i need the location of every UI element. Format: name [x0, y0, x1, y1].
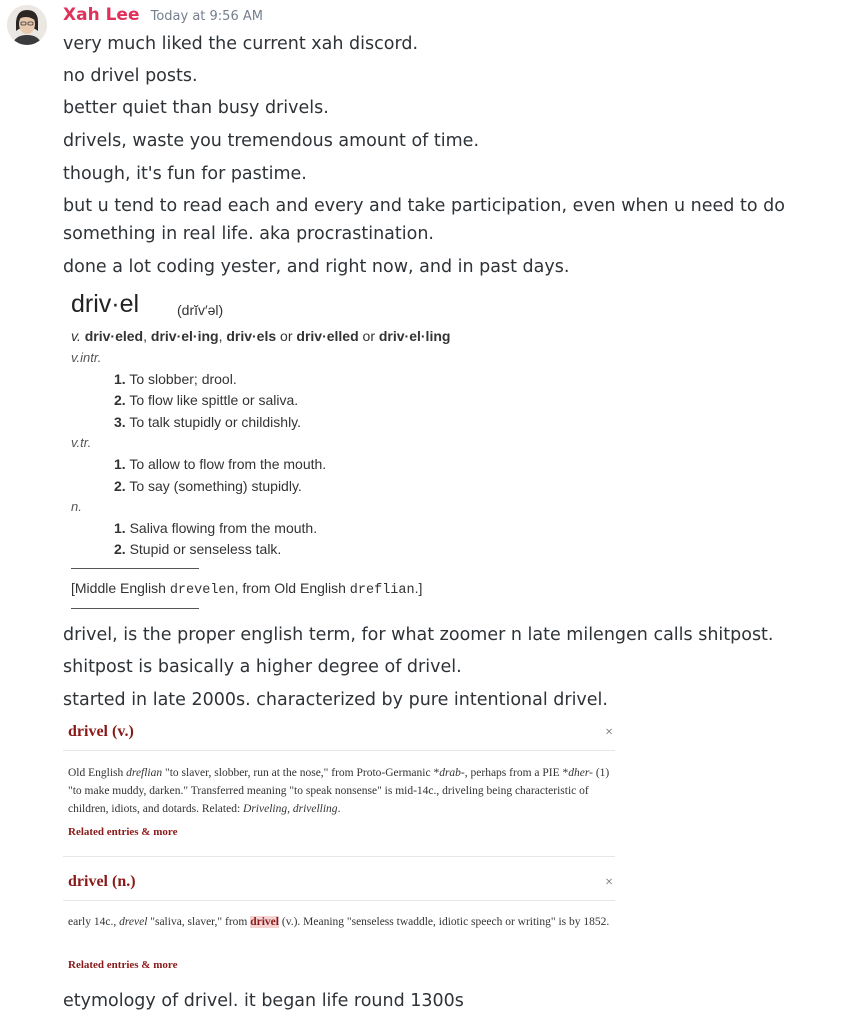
italic-term: drevel: [119, 916, 148, 928]
body-text: "saliva, slaver," from: [147, 916, 251, 928]
sense-item: [114, 414, 301, 430]
body-text: ,: [287, 803, 293, 815]
entry-heading[interactable]: drivel (v.): [68, 723, 134, 740]
sense-number: 1.: [114, 456, 126, 472]
sense-item: [114, 371, 237, 387]
sense-item: [114, 392, 298, 408]
sense-item: [114, 478, 302, 494]
entry-body: [68, 913, 613, 931]
sense-text: Stupid or senseless talk.: [129, 541, 282, 557]
pos-label: v.tr.: [71, 435, 92, 450]
ety-word: drevelen: [169, 583, 235, 598]
sense-item: [114, 456, 326, 472]
entry-body: [68, 764, 613, 818]
italic-term: Driveling: [243, 803, 288, 815]
entry-heading[interactable]: drivel (n.): [68, 873, 136, 890]
message-line: very much liked the current xah discord.: [63, 34, 419, 54]
body-text: (v.). Meaning "senseless twaddle, idiotic speech or writing" is by 1852.: [278, 916, 610, 928]
message-line: drivels, waste you tremendous amount of time.: [63, 131, 480, 151]
inflected-form: driv·eled: [84, 328, 144, 344]
body-text: .: [337, 803, 341, 815]
divider: [63, 856, 615, 857]
avatar-portrait-icon: [7, 5, 47, 45]
message-line: etymology of drivel. it began life round 1300s: [63, 991, 464, 1011]
inflected-form: driv·el·ling: [378, 328, 451, 344]
message-timestamp[interactable]: Today at 9:56 AM: [150, 9, 263, 24]
ety-mid: , from Old English: [234, 580, 350, 596]
dictionary-image[interactable]: [63, 290, 523, 616]
sense-text: To flow like spittle or saliva.: [129, 392, 299, 408]
close-icon[interactable]: ×: [605, 725, 613, 740]
ety-prefix: [Middle English: [71, 580, 170, 596]
body-text: Old English: [68, 767, 127, 779]
sense-number: 1.: [114, 371, 126, 387]
etymology-image[interactable]: [63, 716, 615, 981]
related-entries-link[interactable]: Related entries & more: [68, 826, 178, 838]
sense-text: To talk stupidly or childishly.: [129, 414, 302, 430]
message-line: drivel, is the proper english term, for what zoomer n late milengen calls shitpost.: [63, 625, 774, 645]
dictionary-pronunciation: (drĭv′əl): [177, 302, 224, 318]
ety-word: dreflian: [349, 583, 415, 598]
sense-number: 2.: [114, 392, 126, 408]
forms-pos: v.: [71, 328, 81, 344]
message-line: started in late 2000s. characterized by pure intentional drivel.: [63, 690, 608, 710]
message-line: better quiet than busy drivels.: [63, 98, 329, 118]
message-line: no drivel posts.: [63, 66, 198, 86]
divider: [63, 750, 615, 751]
sense-text: To allow to flow from the mouth.: [129, 456, 327, 472]
inflected-form: driv·el·ing: [150, 328, 219, 344]
avatar[interactable]: [7, 5, 47, 45]
dictionary-inflections: [71, 328, 450, 344]
ety-suffix: .]: [414, 580, 423, 596]
pos-label: v.intr.: [71, 350, 102, 365]
sense-number: 3.: [114, 414, 126, 430]
dictionary-headword: driv·el: [71, 290, 140, 318]
italic-term: dreflian: [126, 767, 163, 779]
forms-list: driv·eled, driv·el·ing, driv·els or driv·elled or driv·el·ling: [84, 328, 451, 344]
author-name[interactable]: Xah Lee: [63, 5, 140, 25]
sense-text: To slobber; drool.: [129, 371, 237, 387]
message-line: done a lot coding yester, and right now, and in past days.: [63, 257, 570, 277]
divider: [71, 608, 199, 609]
body-text: early 14c.,: [68, 916, 120, 928]
message-line: though, it's fun for pastime.: [63, 164, 307, 184]
close-icon[interactable]: ×: [605, 875, 613, 890]
inflected-form: driv·els: [226, 328, 277, 344]
sense-text: Saliva flowing from the mouth.: [129, 520, 318, 536]
divider: [63, 900, 615, 901]
sense-number: 2.: [114, 478, 126, 494]
italic-term: drab-: [439, 767, 465, 779]
sense-number: 2.: [114, 541, 126, 557]
italic-term: drivelling: [292, 803, 338, 815]
inflected-form: driv·elled: [296, 328, 359, 344]
body-text: (1) "to make muddy, darken." Transferred meaning "to speak nonsense" is mid-14c., driveling being characteristic of children, idiots, and dotards. Related:: [68, 767, 610, 815]
sense-text: To say (something) stupidly.: [129, 478, 302, 494]
pos-label: n.: [71, 499, 82, 514]
related-entries-link[interactable]: Related entries & more: [68, 959, 178, 971]
body-text: , perhaps from a PIE *: [464, 767, 569, 779]
sense-item: [114, 520, 317, 536]
sense-item: [114, 541, 281, 557]
message-header: [63, 5, 263, 29]
body-text: "to slaver, slobber, run at the nose," from Proto-Germanic *: [162, 767, 440, 779]
italic-term: dher-: [568, 767, 593, 779]
sense-number: 1.: [114, 520, 126, 536]
message-line: shitpost is basically a higher degree of drivel.: [63, 657, 462, 677]
divider: [71, 568, 199, 569]
dictionary-etymology: [71, 580, 422, 598]
highlighted-term[interactable]: drivel: [250, 916, 279, 928]
message-line: but u tend to read each and every and take participation, even when u need to do something in real life. aka procrastination.: [63, 196, 785, 244]
